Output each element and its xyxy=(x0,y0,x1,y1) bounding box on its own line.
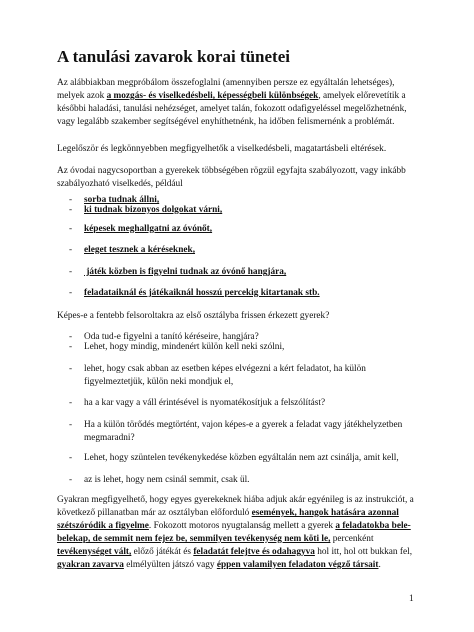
paragraph-question: Képes-e a fentebb felsoroltakra az első osztályba frissen érkezett gyerek? xyxy=(57,311,330,321)
list-item: - feladataiknál és játékaiknál hosszú percekig kitartanak stb. xyxy=(69,288,320,298)
paragraph-observation: Legelőször és legkönnyebben megfigyelhetők a viselkedésbeli, magatartásbeli eltérések. xyxy=(57,144,387,154)
list-item: - az is lehet, hogy nem csinál semmit, csak ül. xyxy=(69,475,250,485)
intro-paragraph xyxy=(57,77,423,129)
intro-text-2: , amelyek előrevetítik a későbbi haladási, tanulási nehézséget, amelyet talán, fokozott odafigyeléssel megelőzhetnénk, vagy legalább szakember segítségével enyhíthetnénk, ha időben felismernénk a problémát. xyxy=(57,91,407,127)
list-item: - Ha a külön törődés megtörtént, vajon képes-e a gyerek a feladat vagy játékhelyzetben megmaradni? xyxy=(69,420,403,443)
intro-text-1: Az alábbiakban megpróbálom összefoglalni (amennyiben persze ez egyáltalán lehetséges), melyek azok xyxy=(57,78,395,101)
closing-paragraph: Gyakran megfigyelhető, hogy egyes gyerekeknek hiába adjuk akár egyénileg is az instrukciót, a következő pillanatban már az osztályban előforduló események, hangok hatására azonnal szétszóródik a figyelme. Fokozott motoros nyugtalanság mellett a gyerek a feladatokba bele-belekap, de semmit nem fejez be, semmilyen tevékenység nem köti le, percenként tevékenységet vált, előző játékát és feladatát felejtve és odahagyva hol itt, hol ott bukkan fel, gyakran zavarva elmélyülten játszó vagy éppen valamilyen feladaton végző társait. xyxy=(57,495,414,570)
list-item: - ki tudnak bizonyos dolgokat várni, xyxy=(69,205,223,215)
list-item: - ha a kar vagy a váll érintésével is nyomatékosítjuk a felszólítást? xyxy=(69,398,326,408)
paragraph-kindergarten: Az óvodai nagycsoportban a gyerekek többségében rögzül egyfajta szabályozott, vagy inkább szabályozható viselkedés, például xyxy=(57,166,406,189)
list-item: - Lehet, hogy mindig, mindenért külön kell neki szólni, xyxy=(69,342,285,352)
list-item: - eleget tesznek a kéréseknek, xyxy=(69,245,196,255)
page-number: 1 xyxy=(409,594,414,604)
list-item: - Lehet, hogy szüntelen tevékenykedése közben egyáltalán nem azt csinálja, amit kell, xyxy=(69,453,399,463)
list-item: - képesek meghallgatni az óvónőt, xyxy=(69,224,213,234)
list-item: - Oda tud-e figyelni a tanító kéréseire, hangjára? xyxy=(69,332,259,342)
page-title: A tanulási zavarok korai tünetei xyxy=(57,47,290,66)
list-item: - lehet, hogy csak abban az esetben képes elvégezni a kért feladatot, ha külön figyelmeztetjük, külön neki mondjuk el, xyxy=(69,364,366,387)
intro-emphasis: a mozgás- és viselkedésbeli, képességbeli különbségek xyxy=(106,91,319,101)
list-item: - játék közben is figyelni tudnak az óvónő hangjára, xyxy=(69,267,287,277)
list-item: - sorba tudnak állni, xyxy=(69,195,160,205)
